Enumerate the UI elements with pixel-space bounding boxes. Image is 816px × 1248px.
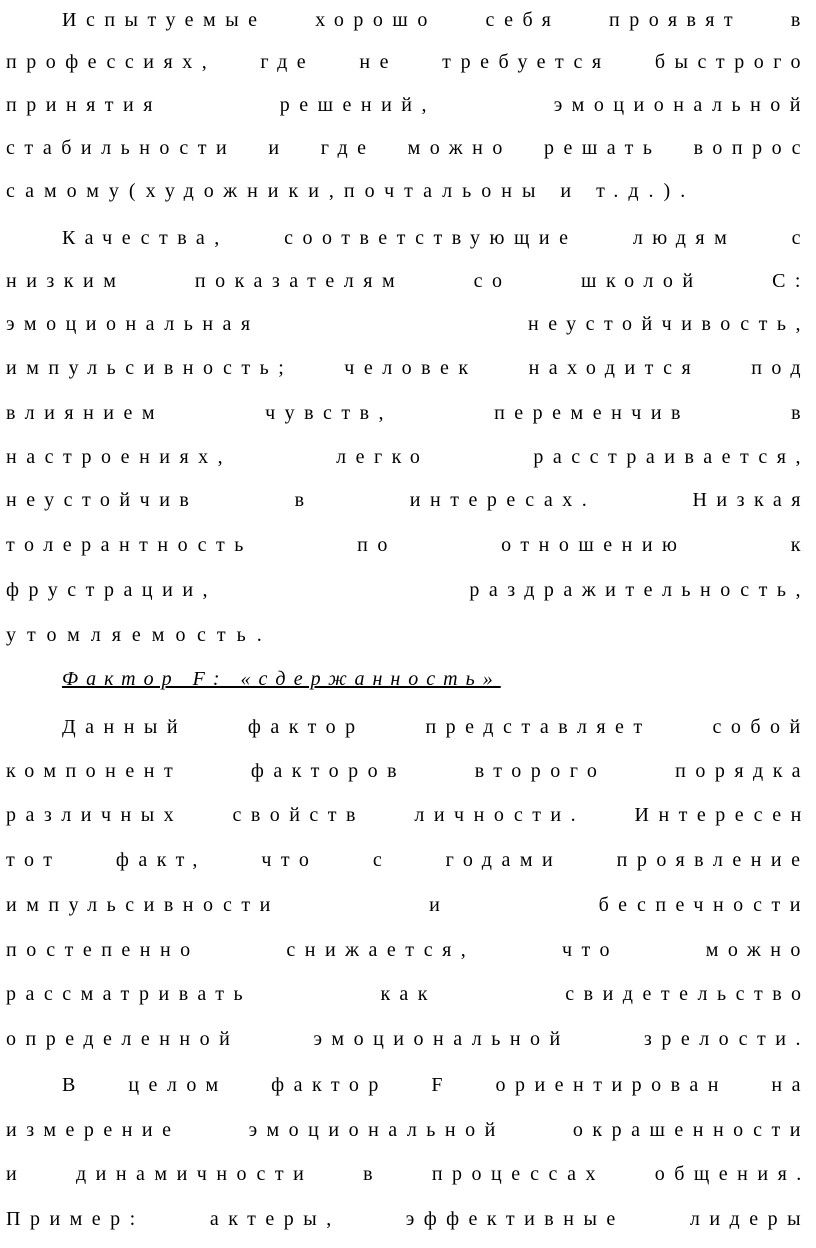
text-line: и динамичности в процессах общения.: [6, 1163, 811, 1185]
text-line: импульсивности и беспечности: [6, 894, 810, 916]
text-line: влиянием чувств, переменчив в: [6, 402, 811, 424]
text-line: Пример: актеры, эффективные лидеры: [6, 1208, 811, 1230]
text-line: компонент факторов второго порядка: [6, 760, 810, 782]
text-line: утомляемость.: [6, 624, 273, 646]
text-line: импульсивность; человек находится под: [6, 357, 811, 379]
text-line: Данный фактор представляет собой: [62, 716, 810, 738]
text-line: стабильности и где можно решать вопрос: [6, 137, 810, 159]
text-line: постепенно снижается, что можно: [6, 939, 810, 961]
text-line: рассматривать как свидетельство: [6, 983, 811, 1005]
section-heading: Фактор F: «сдержанность»: [62, 668, 501, 690]
text-line: профессиях, где не требуется быстрого: [6, 51, 811, 73]
text-line: Качества, соответствующие людям с: [62, 227, 811, 249]
text-line: самому(художники,почтальоны и т.д.).: [6, 180, 696, 202]
text-line: эмоциональная неустойчивость,: [6, 313, 810, 335]
text-line: принятия решений, эмоциональной: [6, 94, 810, 116]
text-line: Испытуемые хорошо себя проявят в: [62, 9, 810, 31]
text-line: низким показателям со школой С:: [6, 270, 810, 292]
text-line: определенной эмоциональной зрелости.: [6, 1028, 810, 1050]
text-line: толерантность по отношению к: [6, 534, 811, 556]
text-line: тот факт, что с годами проявление: [6, 849, 810, 871]
text-line: В целом фактор F ориентирован на: [62, 1074, 811, 1096]
text-line: настроениях, легко расстраивается,: [6, 446, 811, 468]
text-line: различных свойств личности. Интересен: [6, 804, 811, 826]
text-line: неустойчив в интересах. Низкая: [6, 489, 810, 511]
text-line: измерение эмоциональной окрашенности: [6, 1119, 811, 1141]
text-line: фрустрации, раздражительность,: [6, 579, 810, 601]
